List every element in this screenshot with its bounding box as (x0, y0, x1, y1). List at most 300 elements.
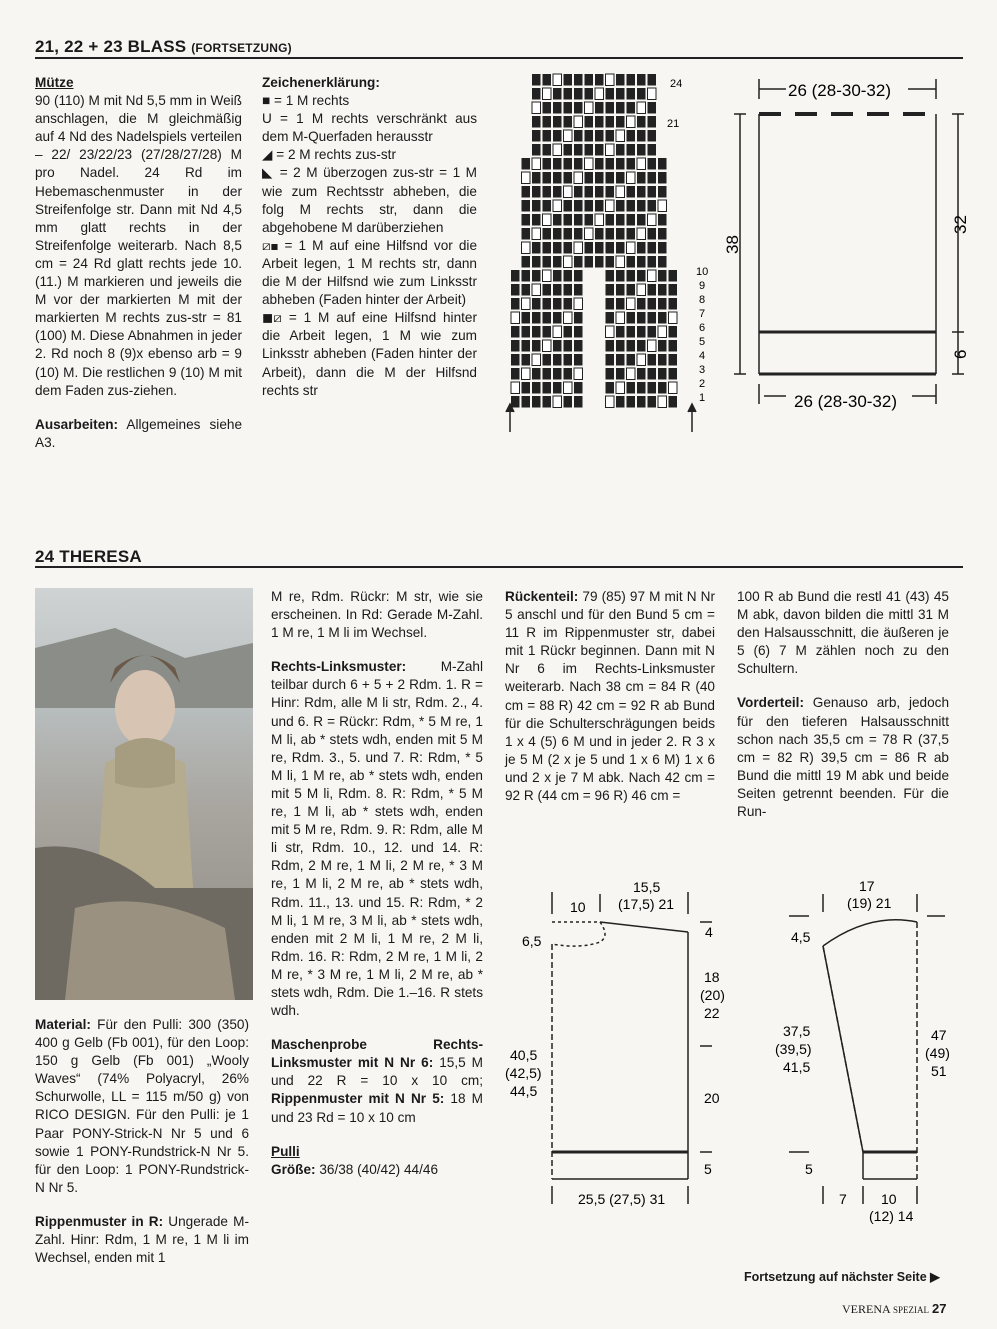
chart-cell (595, 74, 604, 86)
svg-text:22: 22 (704, 1005, 720, 1021)
chart-cell (637, 200, 646, 212)
chart-cell (648, 228, 657, 240)
chart-cell (522, 228, 531, 240)
chart-cell (553, 312, 562, 324)
svg-text:18: 18 (704, 969, 720, 985)
chart-cell (522, 326, 531, 338)
chart-cell (543, 144, 552, 156)
chart-cell (637, 172, 646, 184)
chart-cell (553, 116, 562, 128)
chart-cell (543, 158, 552, 170)
chart-cell (637, 214, 646, 226)
chart-cell (637, 116, 646, 128)
chart-cell (511, 382, 520, 394)
chart-cell (627, 284, 636, 296)
row-label: 24 (670, 78, 683, 90)
svg-text:51: 51 (931, 1063, 947, 1079)
chart-cell (616, 354, 625, 366)
legend-item: ◣ = 2 M überzogen zus-str = 1 M wie zum Rechtsstr abheben, die folg M rechts str, dann die abgehobene M darüberziehen (262, 165, 477, 235)
chart-cell (669, 368, 678, 380)
chart-cell (648, 340, 657, 352)
chart-cell (627, 298, 636, 310)
chart-cell (574, 298, 583, 310)
groesse: Größe: 36/38 (40/42) 44/46 (271, 1161, 439, 1177)
chart-cell (648, 116, 657, 128)
chart-cell (606, 116, 615, 128)
chart-cell (522, 214, 531, 226)
chart-cell (543, 214, 552, 226)
chart-cell (543, 396, 552, 408)
chart-cell (595, 186, 604, 198)
chart-cell (532, 158, 541, 170)
chart-cell (606, 88, 615, 100)
chart-cell (648, 186, 657, 198)
chart-cell (543, 228, 552, 240)
chart-cell (616, 130, 625, 142)
chart-cell (553, 256, 562, 268)
chart-cell (564, 88, 573, 100)
svg-text:10: 10 (881, 1191, 897, 1207)
chart-cell (616, 228, 625, 240)
chart-cell (637, 256, 646, 268)
arrow-right-icon (688, 404, 696, 432)
chart-cell (606, 270, 615, 282)
chart-cell (564, 172, 573, 184)
chart-cell (595, 172, 604, 184)
chart-cell (585, 200, 594, 212)
legend-heading: Zeichenerklärung: (262, 75, 380, 90)
chart-cell (553, 396, 562, 408)
chart-cell (606, 158, 615, 170)
chart-cell (532, 270, 541, 282)
chart-cell (553, 326, 562, 338)
chart-cell (543, 242, 552, 254)
chart-cell (532, 298, 541, 310)
chart-cell (648, 214, 657, 226)
chart-cell (648, 102, 657, 114)
chart-cell (648, 284, 657, 296)
chart-cell (543, 284, 552, 296)
chart-cell (564, 298, 573, 310)
chart-cell (637, 382, 646, 394)
chart-cell (616, 144, 625, 156)
chart-cell (511, 354, 520, 366)
chart-cell (574, 186, 583, 198)
chart-cell (532, 172, 541, 184)
chart-cell (669, 312, 678, 324)
chart-cell (606, 354, 615, 366)
chart-cell (637, 340, 646, 352)
chart-cell (564, 116, 573, 128)
chart-cell (564, 368, 573, 380)
chart-cell (585, 228, 594, 240)
continue-note: Fortsetzung auf nächster Seite ▶ (744, 1270, 940, 1284)
svg-text:(39,5): (39,5) (775, 1041, 812, 1057)
svg-text:7: 7 (699, 308, 706, 320)
chart-cell (637, 354, 646, 366)
chart-cell (543, 312, 552, 324)
chart-cell (511, 326, 520, 338)
chart-cell (627, 354, 636, 366)
legend-item: ◼⧄ = 1 M auf eine Hilfsnd hinter die Arbeit legen, 1 M wie zum Linksstr abheben (Faden hinter der Arbeit), dann die M der Hilfsnd rechts str (262, 310, 477, 398)
rl-muster: Rechts-Linksmuster: M-Zahl teilbar durch 6 + 5 + 2 Rdm. 1. R = Hinr: Rdm, alle M li str, Rdm. 2., 4. und 6. R = Rückr: Rdm, * 5 M re, 1 M li, ab * stets wdh, enden mit 5 M re, Rdm. 3., 5. und 7. R: Rdm, * 5 M li, 1 M re, ab * stets wdh, enden mit 5 M li, Rdm. 8. R: Rdm, * 5 M re, 1 M li, ab * stets wdh, enden mit 5 M re, Rdm. 9. R: Rdm, alle M li str, Rdm. 10., 12. und 14. R: Rdm, 2 M re, 1 M li, 2 M re, * 3 M re, 1 M li, 2 M re, ab * stets wdh, Rdm. 11., 13. und 15. R: Rdm, * 2 M li, 1 M re, 3 M li, ab * stets wdh, enden mit 2 M li, 1 M re, 2 M li, Rdm. 16. R: Rdm, 2 M re, 1 M li, 2 M re, * 3 M re, 1 M li, 2 M re, ab * stets wdh, Rdm. Die 1.–16. R stets wdh. (271, 659, 483, 1019)
svg-text:4: 4 (699, 350, 706, 362)
chart-cell (669, 270, 678, 282)
chart-cell (606, 144, 615, 156)
svg-text:(19) 21: (19) 21 (847, 895, 892, 911)
chart-cell (669, 396, 678, 408)
chart-cell (585, 102, 594, 114)
body-diagram (500, 874, 730, 1224)
chart-cell (553, 172, 562, 184)
chart-cell (606, 214, 615, 226)
chart-cell (574, 396, 583, 408)
chart-cell (637, 298, 646, 310)
chart-cell (511, 368, 520, 380)
chart-cell (543, 116, 552, 128)
legend-item: U = 1 M rechts verschränkt aus dem M-Querfaden herausstr (262, 111, 478, 145)
chart-cell (658, 298, 667, 310)
chart-cell (637, 158, 646, 170)
chart-cell (637, 130, 646, 142)
chart-cell (543, 270, 552, 282)
chart-cell (522, 186, 531, 198)
chart-cell (669, 284, 678, 296)
svg-text:10: 10 (696, 266, 709, 278)
chart-cell (648, 326, 657, 338)
chart-cell (522, 242, 531, 254)
chart-cell (543, 186, 552, 198)
chart-cell (637, 312, 646, 324)
chart-cell (606, 256, 615, 268)
chart-cell (522, 284, 531, 296)
chart-cell (637, 326, 646, 338)
svg-text:6: 6 (951, 349, 970, 359)
chart-cell (658, 172, 667, 184)
svg-text:4: 4 (705, 924, 713, 940)
chart-cell (595, 200, 604, 212)
chart-cell (658, 284, 667, 296)
chart-cell (627, 242, 636, 254)
chart-cell (637, 284, 646, 296)
svg-text:(42,5): (42,5) (505, 1065, 542, 1081)
chart-cell (574, 326, 583, 338)
chart-cell (648, 368, 657, 380)
svg-text:38: 38 (723, 235, 742, 254)
chart-cell (595, 242, 604, 254)
chart-cell (648, 88, 657, 100)
chart-cell (585, 74, 594, 86)
chart-cell (616, 298, 625, 310)
chart-cell (637, 242, 646, 254)
chart-cell (553, 382, 562, 394)
chart-cell (585, 116, 594, 128)
chart-cell (532, 116, 541, 128)
chart-cell (553, 214, 562, 226)
maschenprobe: Maschenprobe Rechts-Linksmuster mit N Nr 6: 15,5 M und 22 R = 10 x 10 cm; Rippenmuster mit N Nr 5: 18 M und 23 Rd = 10 x 10 cm (271, 1037, 483, 1125)
chart-cell (627, 256, 636, 268)
model-photo (35, 588, 253, 1000)
svg-text:7: 7 (839, 1191, 847, 1207)
chart-cell (522, 172, 531, 184)
chart-cell (511, 396, 520, 408)
chart-cell (637, 88, 646, 100)
chart-cell (606, 284, 615, 296)
chart-cell (648, 354, 657, 366)
chart-cell (627, 270, 636, 282)
chart-cell (564, 242, 573, 254)
chart-cell (648, 242, 657, 254)
chart-cell (658, 368, 667, 380)
rippen-cont: M re, Rdm. Rückr: M str, wie sie erscheinen. In Rd: Gerade M-Zahl. 1 M re, 1 M li im Wechsel. (271, 589, 483, 641)
chart-cell (564, 340, 573, 352)
svg-text:(17,5) 21: (17,5) 21 (618, 896, 675, 912)
section-title: 21, 22 + 23 BLASS (FORTSETZUNG) (35, 37, 292, 56)
chart-cell (574, 172, 583, 184)
chart-cell (648, 172, 657, 184)
chart-cell (511, 312, 520, 324)
chart-cell (564, 130, 573, 142)
chart-cell (532, 74, 541, 86)
chart-cell (669, 340, 678, 352)
chart-cell (543, 130, 552, 142)
chart-cell (532, 340, 541, 352)
chart-cell (616, 172, 625, 184)
chart-cell (627, 186, 636, 198)
chart-cell (616, 256, 625, 268)
chart-cell (648, 74, 657, 86)
chart-cell (627, 312, 636, 324)
chart-cell (574, 200, 583, 212)
chart-cell (585, 88, 594, 100)
chart-cell (511, 340, 520, 352)
chart-cell (616, 116, 625, 128)
ausarbeiten: Ausarbeiten: Allgemeines siehe A3. (35, 416, 243, 450)
knitting-chart (506, 72, 712, 412)
chart-cell (616, 88, 625, 100)
chart-cell (627, 130, 636, 142)
chart-cell (574, 368, 583, 380)
chart-cell (585, 158, 594, 170)
chart-cell (595, 158, 604, 170)
chart-cell (616, 270, 625, 282)
chart-cell (616, 214, 625, 226)
chart-cell (658, 214, 667, 226)
muetze-heading: Mütze (35, 75, 74, 90)
svg-text:(12) 14: (12) 14 (869, 1208, 914, 1224)
chart-cell (627, 326, 636, 338)
pulli-heading: Pulli (271, 1143, 300, 1159)
arrow-left-icon (506, 404, 514, 432)
chart-cell (606, 74, 615, 86)
svg-text:15,5: 15,5 (633, 879, 661, 895)
chart-cell (511, 270, 520, 282)
svg-text:6,5: 6,5 (522, 933, 542, 949)
chart-cell (574, 144, 583, 156)
rippen-text: Rippenmuster in R: Ungerade M-Zahl. Hinr: Rdm, 1 M re, 1 M li im Wechsel, enden mit 1 (35, 1213, 249, 1266)
chart-cell (648, 130, 657, 142)
chart-cell (553, 74, 562, 86)
svg-text:26 (28-30-32): 26 (28-30-32) (788, 81, 892, 100)
chart-cell (564, 214, 573, 226)
legend (262, 74, 477, 400)
svg-text:40,5: 40,5 (510, 1047, 538, 1063)
chart-cell (648, 200, 657, 212)
chart-cell (564, 284, 573, 296)
chart-cell (553, 158, 562, 170)
chart-cell (658, 340, 667, 352)
chart-cell (532, 200, 541, 212)
chart-cell (616, 200, 625, 212)
chart-cell (627, 396, 636, 408)
page-footer: VERENA SPEZIAL 27 (842, 1301, 947, 1316)
chart-cell (627, 158, 636, 170)
chart-cell (606, 298, 615, 310)
svg-text:25,5 (27,5) 31: 25,5 (27,5) 31 (578, 1191, 666, 1207)
chart-cell (553, 88, 562, 100)
chart-cell (564, 326, 573, 338)
chart-cell (532, 284, 541, 296)
chart-cell (574, 88, 583, 100)
chart-cell (595, 228, 604, 240)
chart-cell (658, 270, 667, 282)
chart-cell (627, 88, 636, 100)
chart-cell (574, 284, 583, 296)
chart-cell (522, 340, 531, 352)
chart-cell (648, 396, 657, 408)
svg-text:5: 5 (805, 1161, 813, 1177)
chart-cell (595, 102, 604, 114)
chart-cell (574, 102, 583, 114)
svg-text:6: 6 (699, 322, 706, 334)
chart-cell (606, 396, 615, 408)
chart-cell (522, 298, 531, 310)
chart-cell (564, 200, 573, 212)
chart-cell (648, 382, 657, 394)
chart-cell (532, 186, 541, 198)
chart-cell (648, 256, 657, 268)
chart-cell (585, 214, 594, 226)
chart-cell (606, 312, 615, 324)
chart-cell (616, 102, 625, 114)
chart-cell (627, 368, 636, 380)
chart-cell (627, 382, 636, 394)
chart-cell (532, 368, 541, 380)
row-labels-side (696, 266, 708, 404)
chart-cell (658, 326, 667, 338)
chart-cell (606, 186, 615, 198)
chart-cell (564, 354, 573, 366)
svg-text:26 (28-30-32): 26 (28-30-32) (794, 392, 898, 411)
chart-cell (532, 312, 541, 324)
chart-cell (574, 382, 583, 394)
chart-cell (574, 116, 583, 128)
chart-cell (637, 396, 646, 408)
chart-cell (553, 186, 562, 198)
chart-cell (522, 382, 531, 394)
chart-cell (553, 284, 562, 296)
chart-cell (574, 270, 583, 282)
chart-cell (574, 158, 583, 170)
chart-cell (658, 158, 667, 170)
chart-cell (627, 228, 636, 240)
muetze-text: 90 (110) M mit Nd 5,5 mm in Weiß anschlagen, die M gleichmäßig auf 4 Nd des Nadelspiels verteilen – 22/ 23/22/23 (27/28/27/28) M pro Nadel. 24 Rd im Hebemaschenmuster in der Streifenfolge str. Dann mit Nd 4,5 mm glatt rechts in der Streifenfolge weiterarb. Nach 8,5 cm = 24 Rd glatt rechts jede 10. (11.) M markieren und jeweils die M vor der markierten M mit der markierten M rechts zus-str = 81 (100) M. Diese Abnahmen in jeder 2. Rd noch 8 (9)x ebenso arb = 9 (10) M. Die restlichen 9 (10) M mit dem Faden zus-ziehen. (35, 93, 242, 398)
chart-cell (595, 130, 604, 142)
chart-cell (637, 228, 646, 240)
svg-text:44,5: 44,5 (510, 1083, 538, 1099)
chart-cell (564, 382, 573, 394)
chart-cell (543, 88, 552, 100)
svg-text:5: 5 (699, 336, 706, 348)
chart-cell (564, 186, 573, 198)
section-rule (35, 566, 963, 568)
hat-diagram (723, 74, 976, 424)
chart-cell (627, 102, 636, 114)
chart-cell (532, 396, 541, 408)
chart-cell (616, 312, 625, 324)
chart-cell (637, 102, 646, 114)
chart-cell (606, 368, 615, 380)
chart-cell (553, 242, 562, 254)
pattern-col (271, 588, 483, 1179)
svg-text:32: 32 (951, 215, 970, 234)
chart-cell (616, 368, 625, 380)
chart-cell (627, 200, 636, 212)
chart-cell (616, 340, 625, 352)
chart-cell (606, 200, 615, 212)
chart-cell (532, 130, 541, 142)
chart-cell (553, 228, 562, 240)
svg-text:3: 3 (699, 364, 706, 376)
chart-cell (585, 186, 594, 198)
chart-cell (532, 88, 541, 100)
chart-cell (543, 172, 552, 184)
svg-text:1: 1 (699, 392, 706, 404)
chart-cell (511, 298, 520, 310)
chart-cell (532, 102, 541, 114)
chart-cell (606, 326, 615, 338)
chart-cell (658, 312, 667, 324)
svg-text:41,5: 41,5 (783, 1059, 811, 1075)
chart-cell (616, 242, 625, 254)
chart-cell (564, 158, 573, 170)
chart-cell (553, 102, 562, 114)
chart-cell (543, 298, 552, 310)
chart-cell (574, 242, 583, 254)
chart-cell (553, 130, 562, 142)
chart-cell (637, 144, 646, 156)
chart-cell (595, 144, 604, 156)
chart-cell (658, 396, 667, 408)
chart-cell (595, 256, 604, 268)
chart-cell (606, 242, 615, 254)
chart-cell (669, 298, 678, 310)
rueckenteil: Rückenteil: 79 (85) 97 M mit N Nr 5 anschl und für den Bund 5 cm = 11 R im Rippenmuster str, dabei mit 1 Rückr beginnen. Dann mit N Nr 6 im Rechts-Linksmuster weiterarb. Nach 38 cm = 84 R (40 cm = 88 R) 42 cm = 92 R ab Bund für die Schulterschrägungen beids 1 x 4 (5) 6 M und in jeder 2. R 3 x je 5 M (2 x je 5 und 1 x 6 M) 1 x 6 und 2 x je 7 M abk. Nach 42 cm = 92 R (44 cm = 96 R) 46 cm = (505, 589, 715, 804)
svg-text:37,5: 37,5 (783, 1023, 811, 1039)
svg-text:10: 10 (570, 899, 586, 915)
chart-cell (658, 242, 667, 254)
chart-cell (522, 200, 531, 212)
chart-cell (511, 284, 520, 296)
svg-text:5: 5 (704, 1161, 712, 1177)
chart-cell (553, 200, 562, 212)
chart-cell (595, 116, 604, 128)
chart-cell (532, 382, 541, 394)
svg-text:9: 9 (699, 280, 706, 292)
chart-cell (606, 382, 615, 394)
chart-cell (564, 256, 573, 268)
chart-cell (658, 186, 667, 198)
